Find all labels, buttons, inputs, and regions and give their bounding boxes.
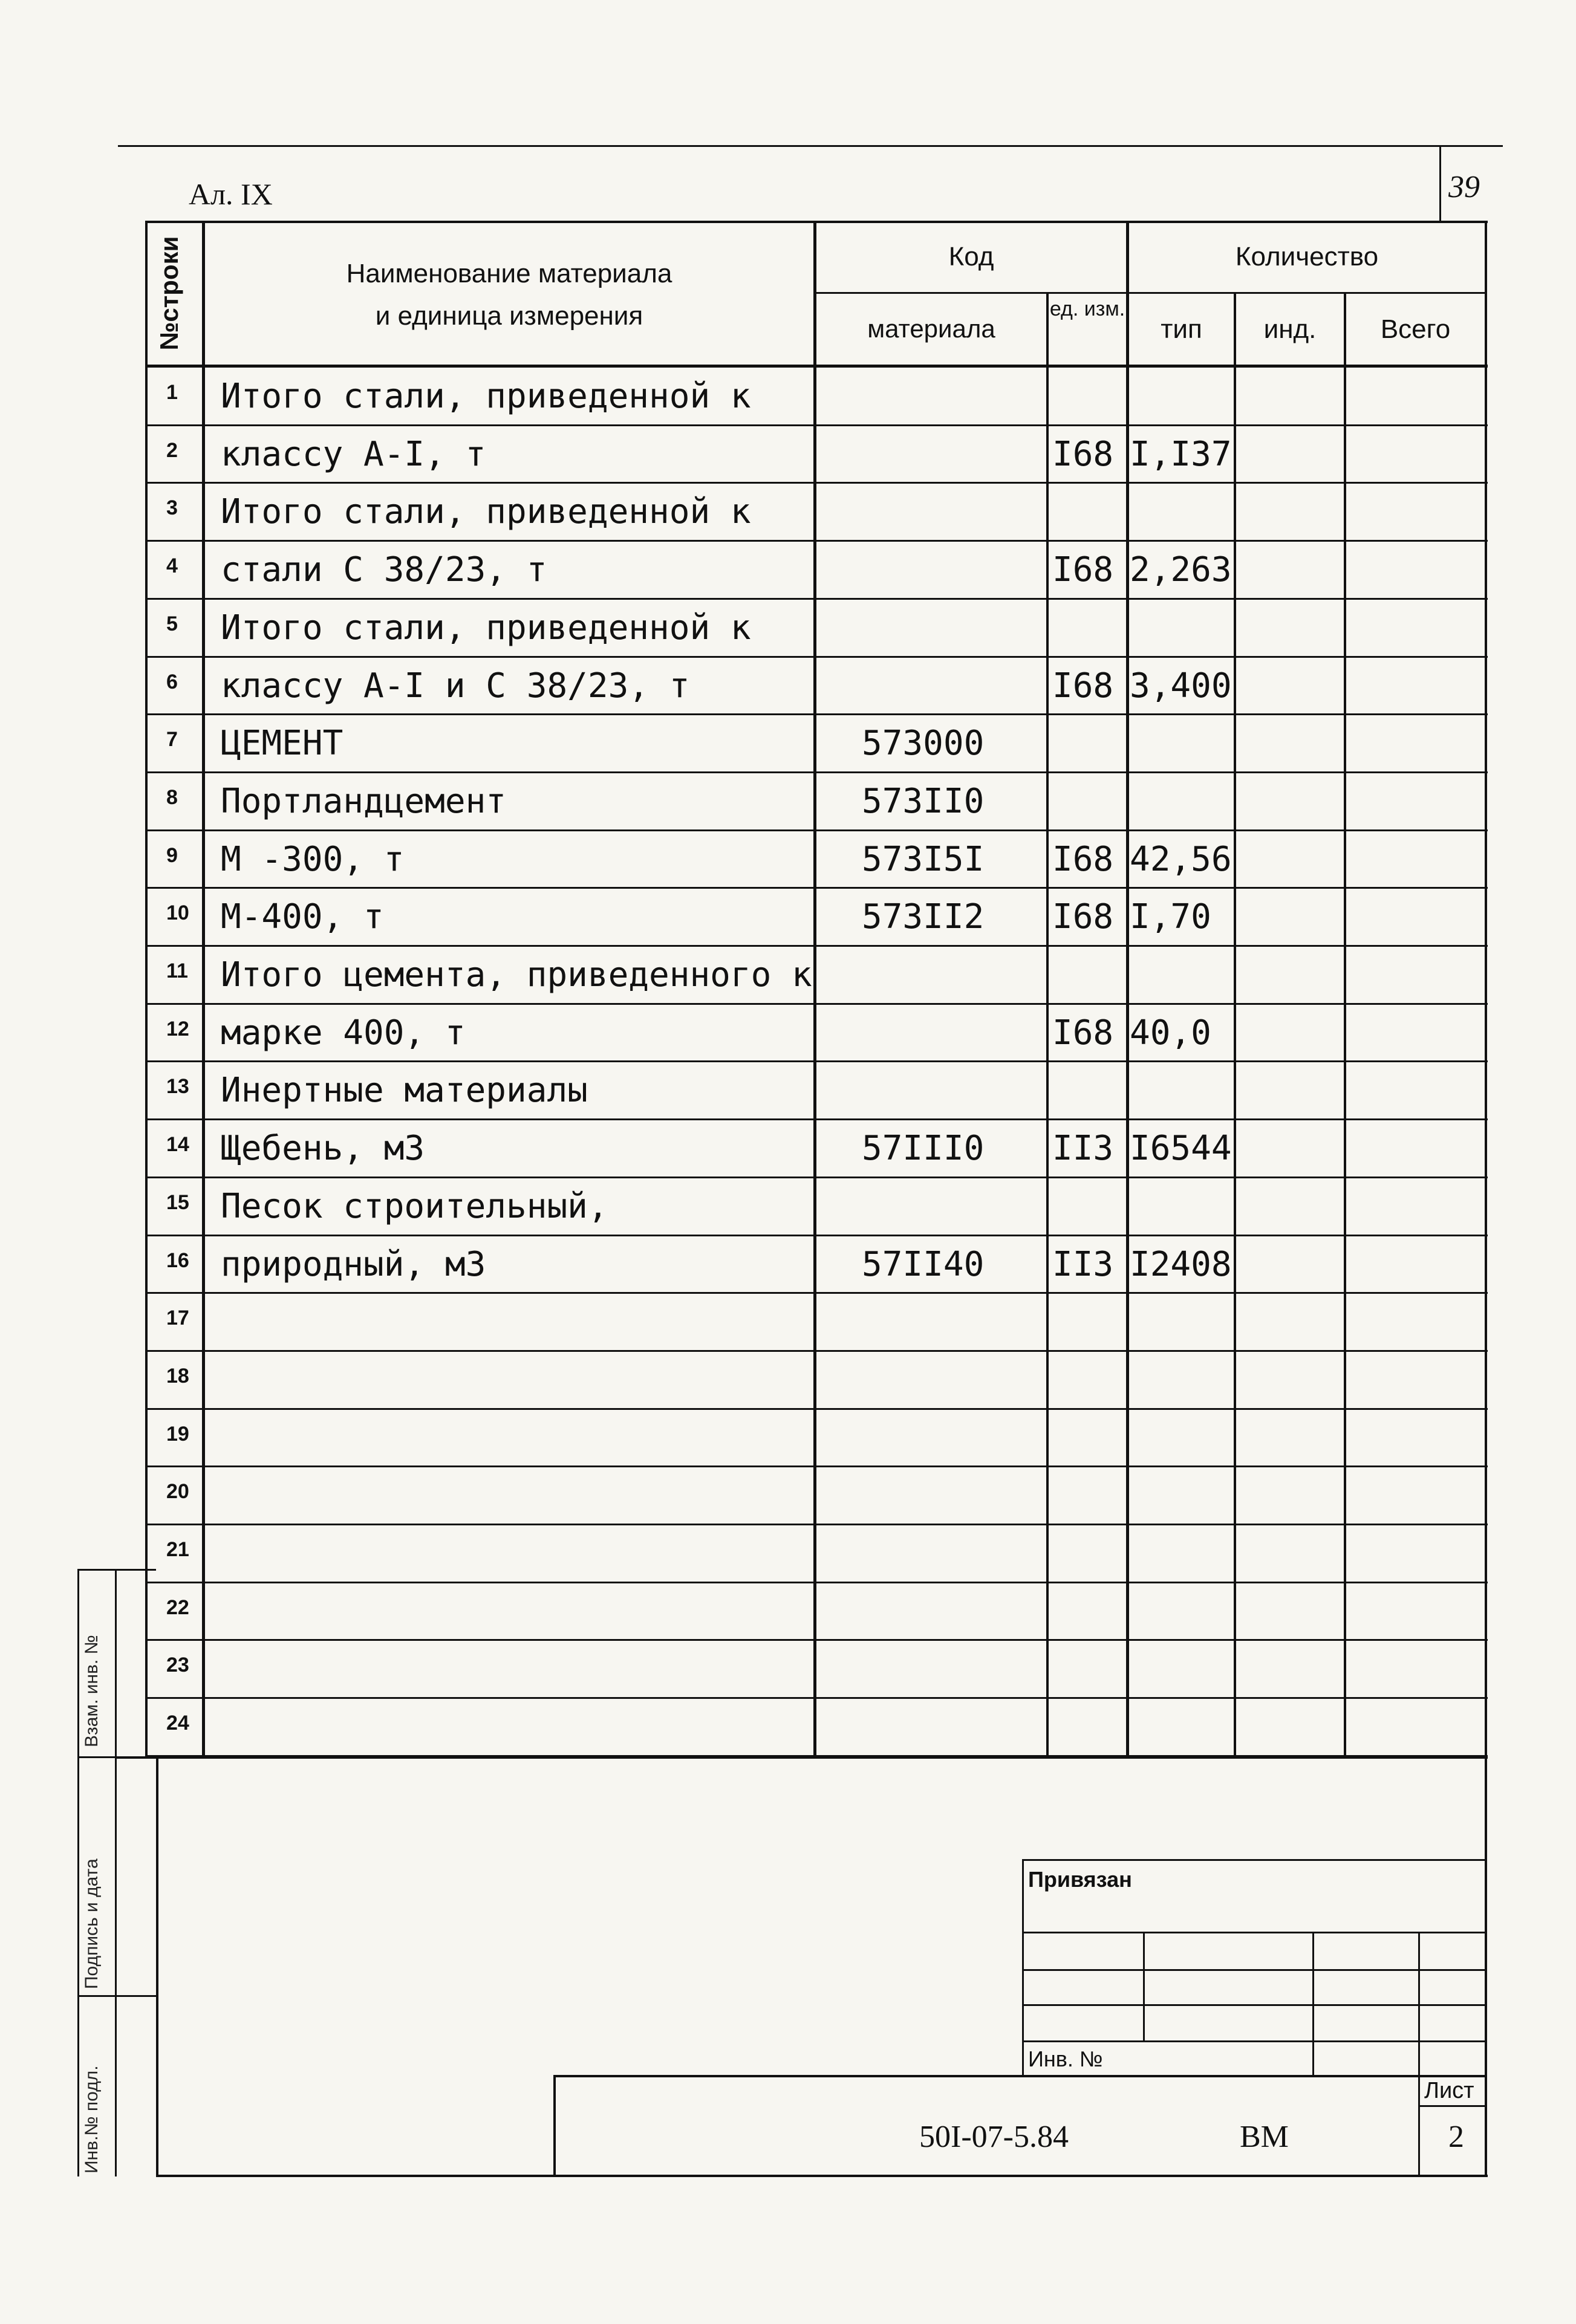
page-number: 39 bbox=[1448, 170, 1480, 204]
bottom-frame-bottom bbox=[156, 2175, 1488, 2177]
material-name: Инертные материалы bbox=[221, 1071, 588, 1110]
row-divider bbox=[145, 1292, 1488, 1294]
row-number: 10 bbox=[166, 901, 189, 924]
stamp-split-2 bbox=[77, 1995, 156, 1997]
row-divider bbox=[145, 1408, 1488, 1410]
row-divider bbox=[145, 945, 1488, 947]
col-border-ind bbox=[1344, 292, 1346, 1756]
row-number: 19 bbox=[166, 1423, 189, 1446]
col-border-type bbox=[1234, 292, 1236, 1756]
bound-col3 bbox=[1418, 1932, 1420, 2176]
stamp-top bbox=[77, 1569, 156, 1571]
material-code: 57II40 bbox=[862, 1245, 985, 1284]
col-border-n bbox=[202, 221, 205, 1756]
stamp-mid bbox=[115, 1569, 117, 2176]
row-number: 14 bbox=[166, 1133, 189, 1156]
material-name: ЦЕМЕНТ bbox=[221, 724, 344, 763]
quantity-header: Количество bbox=[1235, 242, 1379, 271]
header-subrow-line bbox=[813, 292, 1485, 294]
quantity-type: I6544 bbox=[1130, 1129, 1232, 1168]
col-border-right bbox=[1485, 221, 1487, 1756]
material-name: классу А-I и С 38/23, т bbox=[221, 666, 690, 706]
row-number: 21 bbox=[166, 1538, 189, 1561]
row-number: 13 bbox=[166, 1075, 189, 1098]
row-divider bbox=[145, 424, 1488, 426]
unit-code: I68 bbox=[1052, 666, 1114, 706]
material-name: природный, м3 bbox=[221, 1245, 486, 1284]
sheet-label: Ал. IX bbox=[189, 177, 273, 211]
row-number: 2 bbox=[166, 439, 178, 462]
material-name: М -300, т bbox=[221, 840, 405, 879]
material-name: классу А-I, т bbox=[221, 435, 486, 474]
col-border-code bbox=[1046, 292, 1049, 1756]
material-code: 57III0 bbox=[862, 1129, 985, 1168]
material-code: 573I5I bbox=[862, 840, 985, 879]
bound-row2 bbox=[1022, 1969, 1485, 1971]
page-number-box-left bbox=[1439, 145, 1441, 221]
row-number: 9 bbox=[166, 844, 178, 867]
bound-top bbox=[1022, 1859, 1485, 1861]
row-divider bbox=[145, 1524, 1488, 1525]
bottom-frame-top bbox=[115, 1756, 1488, 1759]
row-divider bbox=[145, 887, 1488, 889]
quantity-type: I2408 bbox=[1130, 1245, 1232, 1284]
document-designation: 50I-07-5.84 bbox=[919, 2120, 1069, 2154]
material-code: 573000 bbox=[862, 724, 985, 763]
row-number: 5 bbox=[166, 612, 178, 635]
name-header-line1: Наименование материала bbox=[346, 259, 672, 288]
material-name: Итого стали, приведенной к bbox=[221, 377, 751, 416]
quantity-type: 40,0 bbox=[1130, 1013, 1211, 1053]
material-name: марке 400, т bbox=[221, 1013, 466, 1053]
col-border-name bbox=[813, 221, 816, 1756]
material-name: Итого стали, приведенной к bbox=[221, 608, 751, 648]
designation-top bbox=[553, 2075, 1485, 2077]
row-number: 7 bbox=[166, 728, 178, 751]
quantity-type: I,I37 bbox=[1130, 435, 1232, 474]
top-rule bbox=[118, 145, 1503, 147]
row-divider bbox=[145, 1639, 1488, 1641]
bottom-frame-right bbox=[1485, 1756, 1487, 2176]
row-divider bbox=[145, 1350, 1488, 1352]
inv-number-label: Инв. № bbox=[1028, 2046, 1103, 2071]
bound-label: Привязан bbox=[1028, 1867, 1132, 1892]
material-name: Портландцемент bbox=[221, 782, 507, 821]
unit-code: I68 bbox=[1052, 897, 1114, 936]
row-number: 17 bbox=[166, 1306, 189, 1329]
row-divider bbox=[145, 771, 1488, 773]
row-number: 4 bbox=[166, 554, 178, 577]
material-name: М-400, т bbox=[221, 897, 384, 936]
material-name: Песок строительный, bbox=[221, 1187, 608, 1226]
unit-code: II3 bbox=[1052, 1245, 1114, 1284]
quantity-type: I,70 bbox=[1130, 897, 1211, 936]
row-divider bbox=[145, 1177, 1488, 1178]
unit-code: I68 bbox=[1052, 550, 1114, 589]
row-divider bbox=[145, 829, 1488, 831]
row-divider bbox=[145, 656, 1488, 658]
row-number: 3 bbox=[166, 496, 178, 519]
row-divider bbox=[145, 540, 1488, 542]
material-code: 573II0 bbox=[862, 782, 985, 821]
row-number: 22 bbox=[166, 1596, 189, 1619]
row-number: 8 bbox=[166, 786, 178, 809]
stamp-outer-left bbox=[77, 1569, 79, 2176]
row-number: 18 bbox=[166, 1365, 189, 1388]
qty-type-header: тип bbox=[1161, 314, 1202, 344]
row-number: 23 bbox=[166, 1654, 189, 1676]
unit-code: I68 bbox=[1052, 1013, 1114, 1053]
row-number-header: №строки bbox=[155, 236, 183, 351]
row-number: 12 bbox=[166, 1018, 189, 1040]
row-divider bbox=[145, 1582, 1488, 1583]
row-number: 24 bbox=[166, 1712, 189, 1735]
row-divider bbox=[145, 1118, 1488, 1120]
code-material-header: материала bbox=[867, 314, 995, 343]
bound-left bbox=[1022, 1859, 1024, 2077]
quantity-type: 42,56 bbox=[1130, 840, 1232, 879]
bound-row4 bbox=[1022, 2040, 1485, 2042]
row-divider bbox=[145, 1235, 1488, 1236]
row-divider bbox=[145, 1060, 1488, 1062]
code-unit-header bbox=[1049, 297, 1126, 320]
row-number: 15 bbox=[166, 1191, 189, 1214]
row-divider bbox=[145, 713, 1488, 715]
row-divider bbox=[145, 598, 1488, 600]
bound-row1 bbox=[1022, 1932, 1485, 1933]
header-bottom-border bbox=[145, 365, 1488, 368]
row-number: 1 bbox=[166, 381, 178, 404]
stamp-sign-date: Подпись и дата bbox=[82, 1858, 102, 1989]
row-divider bbox=[145, 482, 1488, 484]
designation-left bbox=[553, 2075, 556, 2176]
row-number: 16 bbox=[166, 1249, 189, 1272]
row-divider bbox=[145, 1003, 1488, 1005]
row-number: 6 bbox=[166, 670, 178, 693]
bound-col2 bbox=[1312, 1932, 1314, 2077]
quantity-type: 2,263 bbox=[1130, 550, 1232, 589]
stamp-split-1 bbox=[77, 1756, 115, 1758]
qty-ind-header: инд. bbox=[1263, 314, 1317, 344]
material-name: Итого цемента, приведенного к bbox=[221, 955, 812, 995]
stamp-replace-inv: Взам. инв. № bbox=[82, 1635, 102, 1747]
material-code: 573II2 bbox=[862, 897, 985, 936]
col-border-left bbox=[145, 221, 148, 1756]
code-header: Код bbox=[948, 242, 994, 271]
code-unit-header-text: ед. изм. bbox=[1049, 297, 1125, 320]
unit-code: I68 bbox=[1052, 840, 1114, 879]
row-number: 11 bbox=[166, 959, 188, 982]
material-name: Итого стали, приведенной к bbox=[221, 492, 751, 531]
sheet-number-label: Лист bbox=[1424, 2078, 1474, 2103]
name-header-line2: и единица измерения bbox=[375, 301, 643, 331]
row-divider bbox=[145, 1697, 1488, 1699]
material-name: Щебень, м3 bbox=[221, 1129, 425, 1168]
unit-code: II3 bbox=[1052, 1129, 1114, 1168]
sheet-no-divider bbox=[1418, 2105, 1485, 2107]
sheet-number-value: 2 bbox=[1448, 2120, 1464, 2154]
table-top-border bbox=[145, 221, 1488, 223]
col-border-unit bbox=[1126, 221, 1129, 1756]
unit-code: I68 bbox=[1052, 435, 1114, 474]
bottom-frame-left bbox=[156, 1756, 158, 2176]
qty-total-header-visible: Всего bbox=[1380, 314, 1451, 344]
row-divider bbox=[145, 1465, 1488, 1467]
bound-col1 bbox=[1143, 1932, 1145, 2040]
stamp-inv-orig: Инв.№ подл. bbox=[82, 2065, 102, 2173]
bound-row3 bbox=[1022, 2004, 1485, 2006]
document-designation-suffix: ВМ bbox=[1240, 2120, 1289, 2154]
quantity-type: 3,400 bbox=[1130, 666, 1232, 706]
row-number: 20 bbox=[166, 1480, 189, 1503]
material-name: стали С 38/23, т bbox=[221, 550, 547, 589]
